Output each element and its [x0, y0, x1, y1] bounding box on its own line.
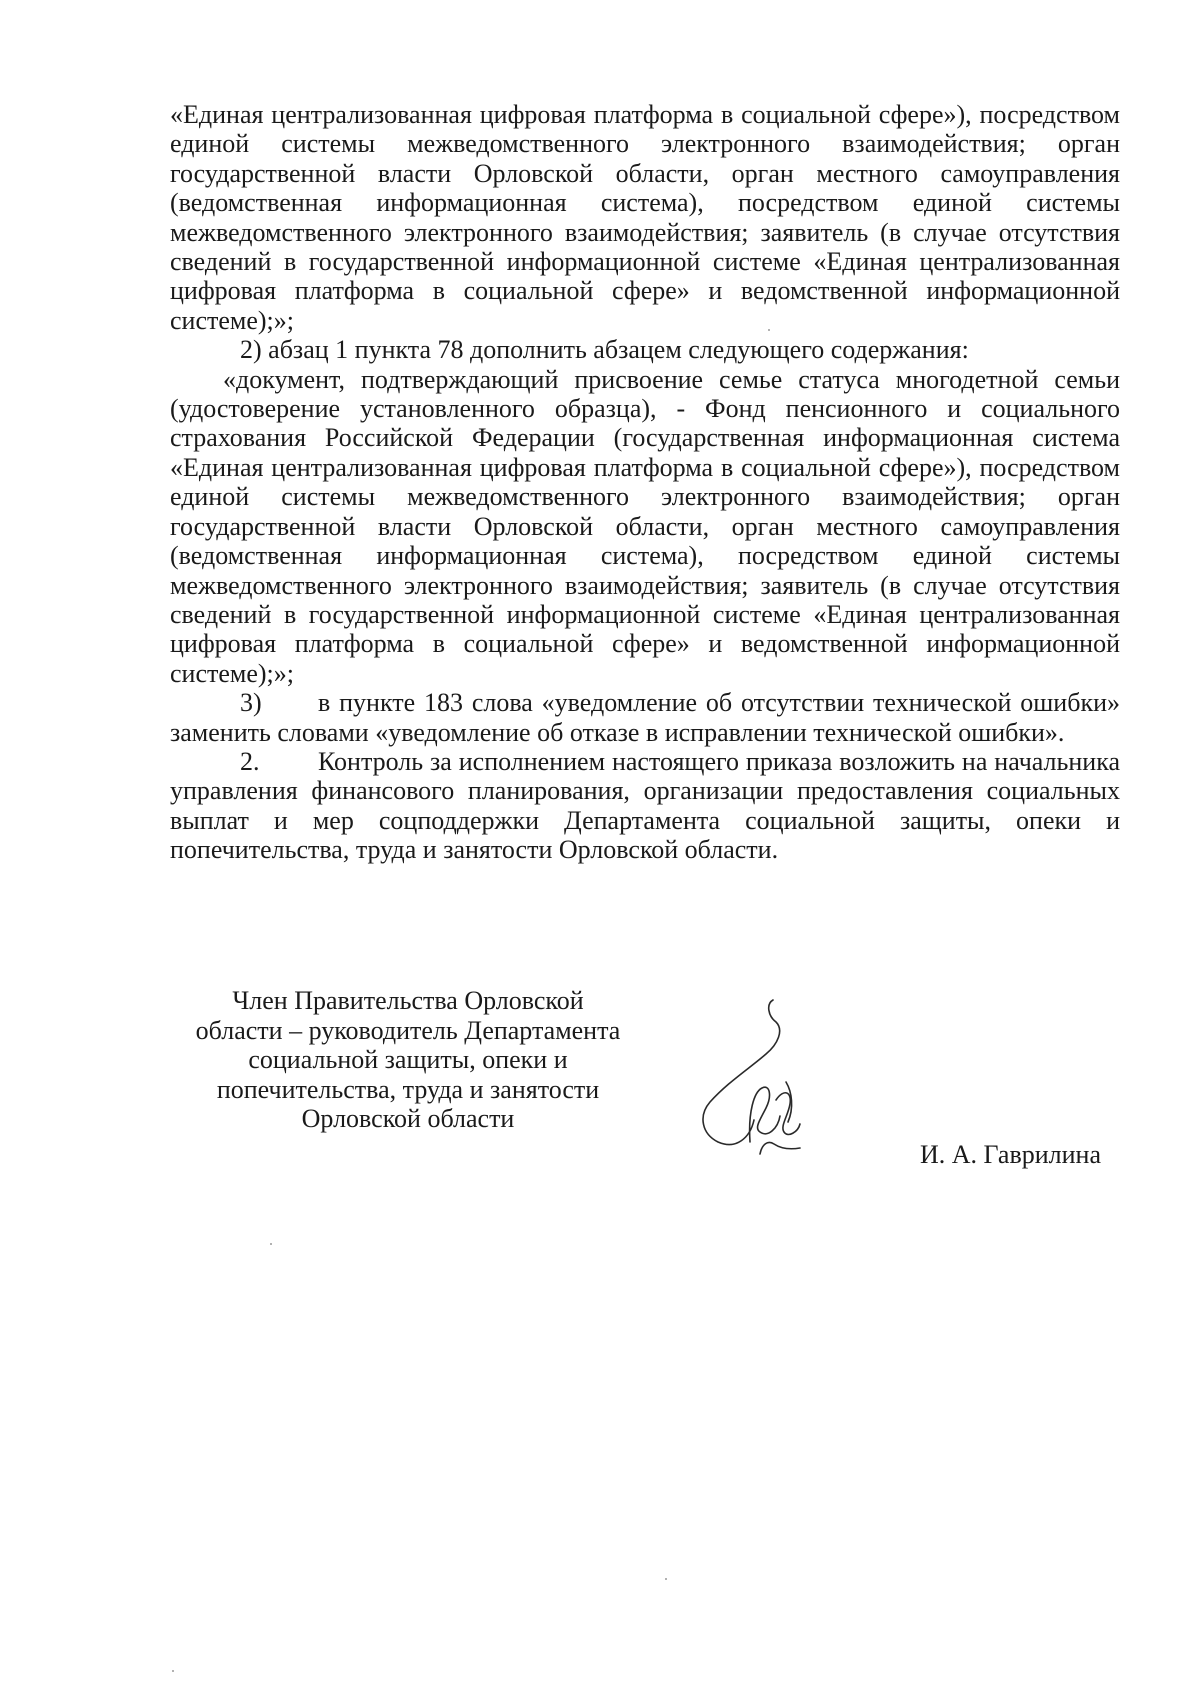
signatory-position-line: Член Правительства Орловской: [232, 986, 584, 1015]
item-3-text: в пункте 183 слова «уведомление об отсутствии технической ошибки» заменить словами «уведомление об отказе в исправлении технической ошибки».: [170, 688, 1120, 747]
document-body: [170, 100, 1120, 865]
item-3-number: 3): [240, 688, 262, 718]
item-2-heading: 2) абзац 1 пункта 78 дополнить абзацем следующего содержания:: [240, 335, 969, 365]
scan-speck: [172, 1670, 174, 1672]
clause-2-number: 2.: [240, 746, 260, 776]
handwritten-signature: [688, 992, 818, 1162]
scan-speck: [768, 329, 770, 331]
signatory-name: И. А. Гаврилина: [920, 1140, 1102, 1169]
scan-speck: [665, 1578, 667, 1580]
item-3-paragraph: [170, 688, 1120, 747]
clause-2-paragraph: [170, 747, 1120, 865]
signatory-position-line: попечительства, труда и занятости: [216, 1074, 600, 1104]
item-2-quote: «документ, подтверждающий присвоение семье статуса многодетной семьи (удостоверение установленного образца), - Фонд пенсионного и социального страхования Российской Федерации (государственная информационная система «Единая централизованная цифровая платформа в социальной сфере»), посредством единой системы межведомственного электронного взаимодействия; орган государственной власти Орловской области, орган местного самоуправления (ведомственная информационная система), посредством единой системы межведомственного электронного взаимодействия; заявитель (в случае отсутствия сведений в государственной информационной системе «Единая централизованная цифровая платформа в социальной сфере» и ведомственной информационной системе);»;: [170, 364, 1120, 688]
clause-2-text: Контроль за исполнением настоящего приказа возложить на начальника управления финансового планирования, организации предоставления социальных выплат и мер соцподдержки Департамента социальной защиты, опеки и попечительства, труда и занятости Орловской области.: [170, 746, 1120, 865]
paragraph-top: «Единая централизованная цифровая платформа в социальной сфере»), посредством единой системы межведомственного электронного взаимодействия; орган государственной власти Орловской области, орган местного самоуправления (ведомственная информационная система), посредством единой системы межведомственного электронного взаимодействия; заявитель (в случае отсутствия сведений в государственной информационной системе «Единая централизованная цифровая платформа в социальной сфере» и ведомственной информационной системе);»;: [170, 100, 1120, 335]
signatory-position-line: области – руководитель Департамента: [195, 1015, 621, 1045]
signatory-position: [178, 986, 638, 1134]
signatory-position-line: Орловской области: [301, 1104, 515, 1133]
scan-speck: [270, 1243, 272, 1245]
signatory-position-line: социальной защиты, опеки и: [248, 1045, 568, 1074]
